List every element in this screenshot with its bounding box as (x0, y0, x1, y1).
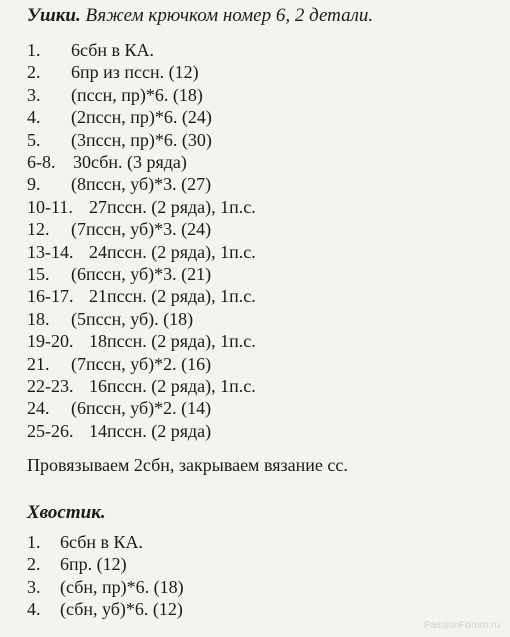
ears-row-number: 5. (27, 129, 41, 150)
tail-row-number: 2. (27, 554, 41, 575)
ears-row-text: (8пссн, уб)*3. (27) (71, 174, 212, 195)
ears-row-number: 9. (27, 174, 41, 195)
ears-row-text: 6пр из пссн. (12) (71, 62, 199, 83)
ears-heading (27, 5, 373, 27)
ears-row-text: (7пссн, уб)*3. (24) (71, 219, 212, 240)
tail-title: Хвостик. (27, 502, 106, 523)
ears-row-text: (2пссн, пр)*6. (24) (71, 107, 212, 128)
ears-row-text: (5пссн, уб). (18) (71, 308, 194, 329)
tail-row-text: 6пр. (12) (60, 554, 127, 575)
ears-row-number: 24. (27, 398, 50, 419)
ears-row-text: 21пссн. (2 ряда), 1п.с. (89, 286, 256, 307)
tail-row-number: 3. (27, 576, 41, 597)
ears-row-number: 15. (27, 264, 50, 284)
ears-row-number: 22-23. (27, 376, 74, 396)
ears-row-number: 3. (27, 84, 41, 105)
ears-row-number: 10-11. (27, 196, 73, 217)
ears-subtitle: Вяжем крючком номер 6, 2 детали. (85, 5, 374, 26)
ears-row-text: 16пссн. (2 ряда), 1п.с. (89, 376, 256, 396)
ears-row-number: 4. (27, 107, 41, 128)
tail-row-text: 6сбн в КА. (60, 532, 144, 552)
ears-row-number: 6-8. (27, 152, 56, 172)
ears-row-text: 18пссн. (2 ряда), 1п.с. (89, 331, 256, 352)
ears-row-text: (7пссн, уб)*2. (16) (71, 353, 212, 374)
ears-closing: Провязываем 2сбн, закрываем вязание сс. (27, 455, 348, 475)
tail-heading (27, 502, 106, 524)
watermark: PassionForum.ru (423, 620, 500, 631)
ears-row-number: 21. (27, 353, 50, 374)
ears-row-number: 25-26. (27, 420, 74, 441)
ears-row-number: 16-17. (27, 286, 74, 307)
tail-row-text: (сбн, пр)*6. (18) (60, 576, 184, 597)
ears-title: Ушки. (27, 5, 81, 26)
ears-row-number: 12. (27, 219, 50, 240)
ears-row-number: 1. (27, 40, 41, 60)
ears-row-text: 30сбн. (3 ряда) (73, 152, 187, 172)
ears-row-text: 24пссн. (2 ряда), 1п.с. (89, 241, 256, 262)
ears-row-text: 27пссн. (2 ряда), 1п.с. (89, 196, 256, 217)
tail-row-number: 1. (27, 532, 41, 552)
ears-row-number: 2. (27, 62, 41, 83)
ears-row-text: (6пссн, уб)*3. (21) (71, 264, 212, 284)
ears-row-text: 14пссн. (2 ряда) (89, 420, 212, 441)
ears-row-number: 13-14. (27, 241, 74, 262)
tail-row-number: 4. (27, 599, 41, 620)
ears-row-text: 6сбн в КА. (71, 40, 155, 60)
ears-row-number: 18. (27, 308, 50, 329)
ears-row-text: (3пссн, пр)*6. (30) (71, 129, 212, 150)
tail-row-text: (сбн, уб)*6. (12) (60, 599, 183, 620)
ears-row-number: 19-20. (27, 331, 74, 352)
ears-row-text: (6пссн, уб)*2. (14) (71, 398, 212, 419)
ears-row-text: (пссн, пр)*6. (18) (71, 84, 203, 105)
